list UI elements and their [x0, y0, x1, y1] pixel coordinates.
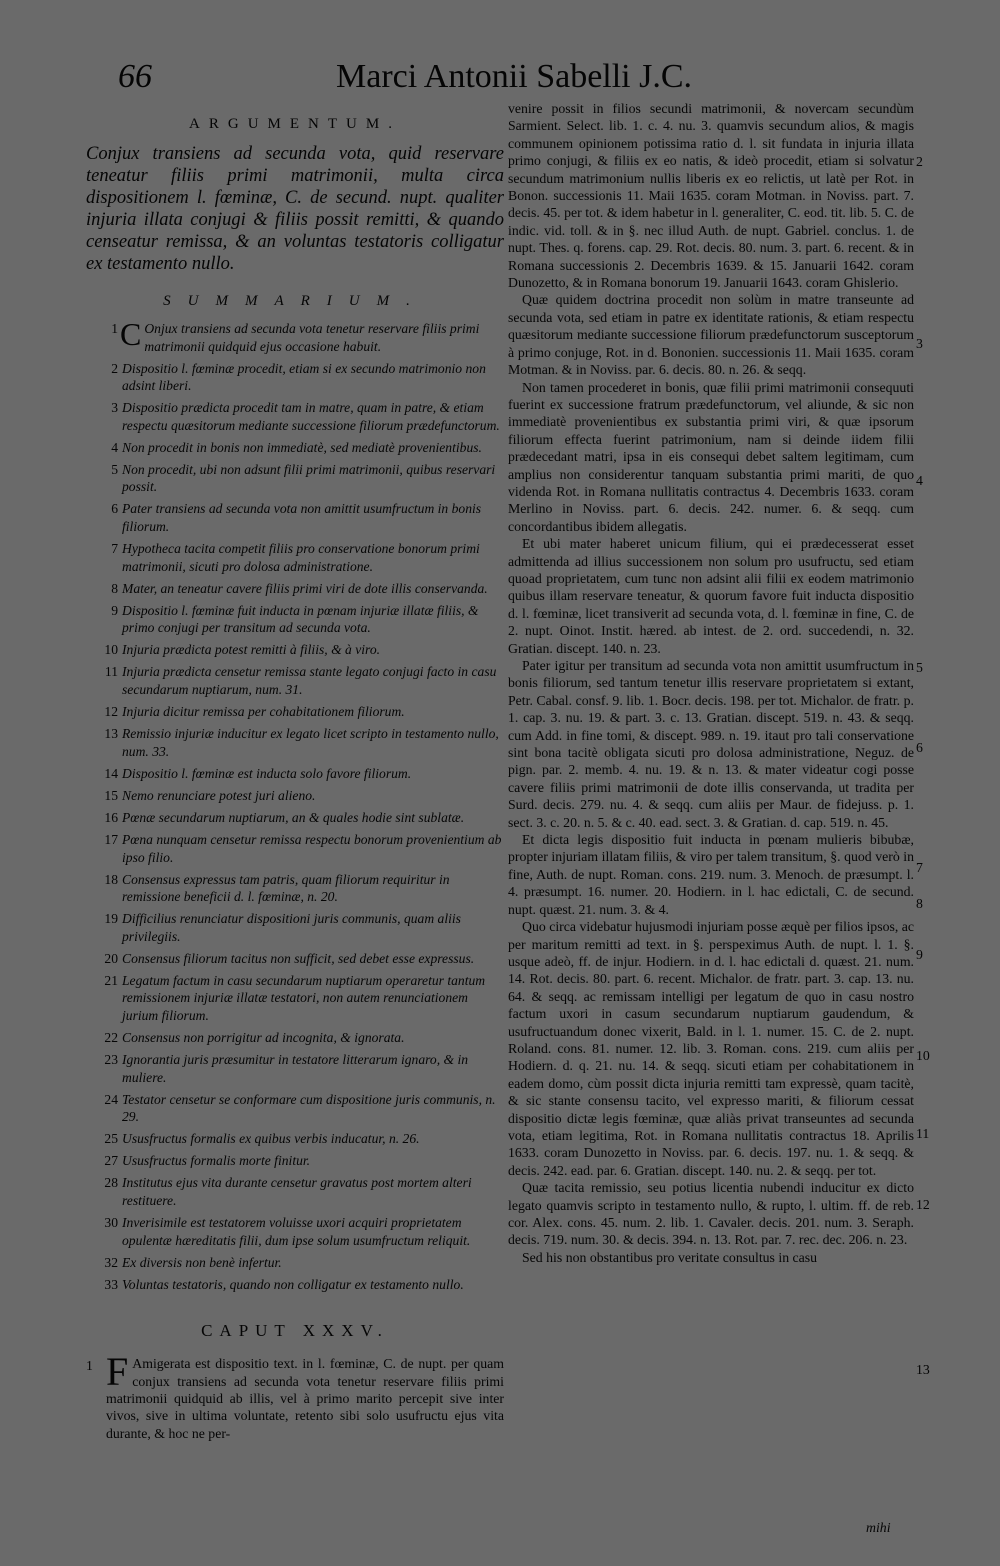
- summary-item-number: 22: [104, 1029, 118, 1045]
- summary-item: [86, 461, 504, 496]
- summary-item: [86, 316, 504, 355]
- catchword: mihi: [866, 1520, 891, 1535]
- summary-item: [86, 831, 504, 866]
- summary-item: [86, 439, 504, 457]
- summary-item: [86, 1029, 504, 1047]
- summary-item-text: Non procedit in bonis non immediatè, sed mediatè provenientibus.: [122, 439, 482, 455]
- summary-item-number: 17: [104, 832, 118, 847]
- summary-item-text: Injuria prædicta potest remitti à filiis, & à viro.: [122, 642, 381, 658]
- drop-cap-letter: C: [120, 316, 142, 352]
- summary-item-text: Ususfructus formalis ex quibus verbis inducatur, n. 26.: [122, 1131, 420, 1147]
- summary-item: [86, 500, 504, 535]
- summary-item-text: Mater, an teneatur cavere filiis primi viri de dote illis conservanda.: [122, 580, 488, 596]
- summary-item-text: Hypotheca tacita competit filiis pro conservatione bonorum primi matrimonii, sicuti pro dolosa administratione.: [122, 541, 480, 574]
- summary-item-text: Pœna nunquam censetur remissa respectu bonorum provenientium ab ipso filio.: [122, 832, 502, 865]
- chapter-text: Amigerata est dispositio text. in l. fœminæ, C. de nupt. per quam conjux transiens ad secunda vota tenetur reservare filiis primi matrimonii quidquid ab illis, vel à primo marito percepit sive inter vivos, sive in ultima voluntate, retento sibi solo usufructu ejus vita durante, & hoc ne per-: [106, 1356, 504, 1441]
- body-paragraph: Et dicta legis dispositio fuit inducta in pœnam mulieris bibubæ, propter injuriam illatam filiis, & viro per talem transitum, §. quod verò in fine, Auth. de nupt. Roman. cons. 219. num. 3. Menoch. de præsumpt. l. 4. præsumpt. 16. numer. 20. Hodiern. in l. hac edictali, C. de secund. nupt. quæst. 21. num. 3. & 4.: [508, 832, 914, 917]
- right-column: [508, 100, 914, 1266]
- summary-item: [86, 950, 504, 968]
- summary-item-number: 30: [104, 1215, 118, 1231]
- summary-item-number: 12: [104, 704, 118, 720]
- summary-item-number: 27: [104, 1153, 118, 1169]
- summary-item-number: 5: [111, 461, 118, 477]
- argumentum-heading: ARGUMENTUM.: [189, 116, 401, 132]
- summary-item: [86, 399, 504, 434]
- summary-item: [86, 1130, 504, 1148]
- summary-item-number: 16: [104, 809, 118, 825]
- running-head: [0, 58, 1000, 102]
- summary-item-text: Pater transiens ad secunda vota non amittit usumfructum in bonis filiorum.: [122, 501, 482, 534]
- summary-item-text: Non procedit, ubi non adsunt filii primi matrimonii, quibus reservari possit.: [122, 461, 496, 495]
- summary-item: [86, 1214, 504, 1249]
- body-paragraph: Et ubi mater haberet unicum filium, qui ei prædecesserat esset admittenda ad illius successionem non solum pro usufructu, sed etiam quoad proprietatem, cum tunc non adsint alii filii ex eodem matrimonio quibus illam reservare teneatur, & quorum favore fuit inducta dispositio d. l. fœminæ, licet transiverit ad secunda vota, d. l. fœminæ in fine, C. de 2. nupt. Oinot. Instit. hæred. ab intest. de 2. ord. succedendi, n. 32. Gratian. discept. 140. n. 23.: [508, 536, 914, 656]
- summary-item-text: Remissio injuriæ inducitur ex legato licet scripto in testamento nullo, num. 33.: [122, 726, 499, 759]
- margin-note-numbers: [912, 100, 942, 1500]
- summary-item-number: 20: [104, 950, 118, 966]
- summarium-heading: SUMMARIUM.: [163, 293, 427, 309]
- margin-note-number: 3: [916, 336, 923, 351]
- drop-cap-letter: F: [106, 1349, 129, 1395]
- summary-item-text: Dispositio l. fœminæ procedit, etiam si ex secundo matrimonio non adsint liberi.: [122, 360, 486, 394]
- summary-item: [86, 725, 504, 760]
- summary-item-text: Injuria prædicta censetur remissa stante legato conjugi facto in casu secundarum nuptiarum, num. 31.: [122, 664, 497, 697]
- summary-item: [86, 1276, 504, 1294]
- body-paragraph: venire possit in filios secundi matrimonii, & novercam secundùm Sarmient. Select. lib. 1. c. 4. nu. 3. quamvis secundum alios, & magis communem opinionem potissima ratio d. l. sit fundata in injuria illata primo conjugi, & filiis ex eo natis, & ideò procedit, etiam si solvatur secundum matrimonium nullis liberis ex eo relictis, ut latè per Rot. in Bonon. successionis 11. Maii 1635. coram Motman. in Noviss. part. 7. decis. 45. per tot. & idem habetur in l. generaliter, C. eod. tit. lib. 5. C. de indic. vid. toll. & in §. nec illud Auth. de nupt. Gabriel. conclus. 1. de nupt. Thes. q. forens. cap. 29. Rot. decis. 80. num. 3. part. 6. recent. & in Romana successionis 2. Decembris 1639. & 15. Januarii 1642. coram Dunozetto, & in Romana bonorum 19. Januarii 1643. coram Ghislerio.: [508, 101, 914, 291]
- body-paragraph: Pater igitur per transitum ad secunda vota non amittit usumfructum in bonis filiorum, sed tantum tenetur illis reservare proprietatem si extant, Petr. Cabal. consf. 9. lib. 1. Bocr. decis. 198. per tot. Michalor. de fratr. p. 1. cap. 3. nu. 19. & part. 3. c. 13. Gratian. discept. 519. n. 43. & seqq. cum Add. in fine tomi, & discept. 989. n. 19. itaut pro tali conservatione sint bona tacitè obligata sicuti pro dolosa administratione, Neguz. de pign. par. 2. memb. 4. nu. 19. & n. 13. & mater videatur cogi posse cavere filiis primi matrimonii de dote illis conservanda, ut tradita per Surd. decis. 279. nu. 4. & seqq. cum aliis per Maur. de fidejuss. p. 1. sect. 3. c. 20. n. 5. & c. 40. ead. sect. 3. & Gratian. d. cap. 519. n. 45.: [508, 658, 914, 830]
- summary-item-number: 32: [104, 1254, 118, 1270]
- summary-item-text: Ex diversis non benè infertur.: [122, 1254, 282, 1270]
- summary-item-number: 1: [111, 321, 118, 336]
- summary-item-text: Dispositio prædicta procedit tam in matre, quam in patre, & etiam respectu quæsitorum mediante successione filiorum prædefunctorum.: [122, 400, 500, 433]
- summary-item: [86, 580, 504, 598]
- summary-item-number: 18: [104, 871, 118, 887]
- margin-note-number: 7: [916, 860, 923, 875]
- summary-item-number: 4: [111, 439, 118, 455]
- body-paragraph: Quæ tacita remissio, seu potius licentia nubendi inducitur ex dicto legato quamvis scripto in testamento nullo, & rupto, l. ultim. ff. de reb. cor. Alex. cons. 45. num. 2. lib. 1. Cavaler. decis. 201. num. 3. Seraph. decis. 719. num. 30. & decis. 394. n. 13. Rot. par. 7. rec. dec. 206. n. 23.: [508, 1180, 914, 1248]
- summary-list: [86, 316, 504, 1293]
- body-paragraph: Quæ quidem doctrina procedit non solùm in matre transeunte ad secunda vota, sed etiam in patre ex identitate rationis, & etiam respectu quæsitorum mediante successione filiorum prædefunctorum susceptorum à primo conjuge, Rot. in d. Bononien. successionis 11. Maii 1635. coram Motman. & in Noviss. par. 6. decis. 80. n. 26. & seqq.: [508, 292, 914, 378]
- summary-item-text: Institutus ejus vita durante censetur gravatus post mortem alteri restituere.: [122, 1175, 472, 1208]
- summary-item: [86, 641, 504, 659]
- summary-item: [86, 1174, 504, 1209]
- summary-item: [86, 540, 504, 575]
- summary-item: [86, 1051, 504, 1086]
- summary-item-number: 11: [104, 664, 118, 680]
- margin-note-number: 6: [916, 740, 923, 755]
- summary-item-number: 19: [104, 911, 118, 927]
- margin-note-number: 9: [916, 947, 923, 962]
- summary-item-number: 21: [104, 972, 118, 988]
- summary-item-text: Consensus expressus tam patris, quam filiorum requiritur in remissione beneficii d. l. fœminæ, n. 20.: [122, 871, 450, 905]
- summary-item-text: Difficilius renunciatur dispositioni juris communis, quam aliis privilegiis.: [122, 911, 461, 944]
- summary-item-number: 25: [104, 1131, 118, 1147]
- summary-item-number: 7: [111, 541, 118, 557]
- summary-item-number: 3: [111, 400, 118, 416]
- summary-item-number: 10: [104, 642, 118, 658]
- summary-item: [86, 663, 504, 698]
- summary-item-number: 9: [111, 602, 118, 618]
- summary-item: [86, 1152, 504, 1170]
- margin-note-number: 10: [916, 1048, 930, 1063]
- summary-item-text: Consensus filiorum tacitus non sufficit, sed debet esse expressus.: [122, 950, 475, 966]
- summary-item-text: Pœnæ secundarum nuptiarum, an & quales hodie sint sublatæ.: [122, 809, 465, 825]
- summary-item: [86, 787, 504, 805]
- summary-item-number: 28: [104, 1175, 118, 1191]
- summary-item-text: Dispositio l. fœminæ fuit inducta in pœnam injuriæ illatæ filiis, & primo conjugi per transitum ad secunda vota.: [122, 602, 479, 636]
- summary-item: [86, 360, 504, 395]
- chapter-heading: CAPUT XXXV.: [201, 1321, 389, 1341]
- summary-item-text: Voluntas testatoris, quando non colligatur ex testamento nullo.: [122, 1276, 464, 1292]
- summary-item-number: 2: [111, 360, 118, 376]
- margin-note-number: 12: [916, 1197, 930, 1212]
- summary-item: [86, 765, 504, 783]
- paragraph-marker: 1: [86, 1358, 93, 1374]
- summary-item-number: 6: [111, 501, 118, 517]
- summary-item-text: Nemo renunciare potest juri alieno.: [122, 787, 316, 803]
- summary-item-number: 8: [111, 580, 118, 596]
- summary-item-text: Onjux transiens ad secunda vota tenetur reservare filiis primi matrimonii quidquid ejus occasione habuit.: [144, 321, 480, 354]
- summary-item-text: Dispositio l. fœminæ est inducta solo favore filiorum.: [122, 765, 412, 781]
- body-paragraph: Sed his non obstantibus pro veritate consultus in casu: [522, 1249, 818, 1265]
- summary-item: [86, 871, 504, 906]
- margin-note-number: 8: [916, 896, 923, 911]
- summary-item-number: 13: [104, 726, 118, 742]
- summary-item-number: 15: [104, 787, 118, 803]
- margin-note-number: 13: [916, 1362, 930, 1377]
- summary-item: [86, 972, 504, 1025]
- summary-item-text: Testator censetur se conformare cum dispositione juris communis, n. 29.: [122, 1091, 496, 1125]
- summary-item: [86, 1254, 504, 1272]
- summary-item-text: Legatum factum in casu secundarum nuptiarum operaretur tantum remissionem injuriæ illatæ testatori, non autem renunciationem jurium filiorum.: [122, 972, 486, 1023]
- left-column: [86, 110, 504, 1442]
- page-number: 66: [118, 58, 152, 95]
- summary-item: [86, 1091, 504, 1126]
- summary-item-number: 33: [104, 1276, 118, 1292]
- summary-item-text: Ignorantia juris præsumitur in testatore litterarum ignaro, & in muliere.: [122, 1052, 469, 1085]
- body-paragraph: Non tamen procederet in bonis, quæ filii primi matrimonii consequuti fuerint ex successione fratrum prædefunctorum, vel aliunde, & sic non immediatè provenientibus ex substantia primi viri, & quæ ipsorum filiorum effecta fuerint patrimonium, nam si deinde iidem filii prædecedant matri, ipsa in eis consequi debet saltem legitimam, cum amplius non considerentur tanquam substantia primi mariti, de quo videnda Rot. in Romana nullitatis contractus 4. Decembris 1633. coram Merlino in Noviss. part. 6. decis. 242. numer. 6. & seqq. cum concordantibus ibidem allegatis.: [508, 379, 914, 534]
- margin-note-number: 5: [916, 660, 923, 675]
- summary-item: [86, 703, 504, 721]
- summary-item-number: 24: [104, 1091, 118, 1107]
- summary-item-text: Ususfructus formalis morte finitur.: [122, 1153, 311, 1169]
- running-title: Marci Antonii Sabelli J.C.: [336, 58, 693, 95]
- summary-item: [86, 602, 504, 637]
- summary-item: [86, 910, 504, 945]
- margin-note-number: 4: [916, 473, 923, 488]
- summary-item-text: Inverisimile est testatorem voluisse uxori acquiri proprietatem opulentæ hæreditatis filii, dum ipse solum usumfructum reliquit.: [122, 1215, 471, 1248]
- body-paragraph: Quo circa videbatur hujusmodi injuriam posse æquè per filios ipsos, ac per maritum remitti ad text. in §. perspeximus Auth. de nupt. l. 1. §. usque adeò, ff. de injur. Hodiern. in d. l. hac edictali d. quæst. 21. num. 14. Rot. decis. 80. part. 6. recent. Michalor. de fratr. part. 3. cap. 13. nu. 64. & seqq. ac remissam intelligi per legatum de quo in casu nostro factum uxori in casum secundarum nuptiarum gaudendum, & usufructuandum donec vixerit, Bald. in l. 1. numer. 15. C. de 2. nupt. Roland. cons. 81. numer. 12. lib. 3. Roman. cons. 219. cum aliis per Hodiern. d. q. 21. nu. 14. & seqq. sicuti etiam per cohabitationem in eadem domo, cùm possit dicta injuria remitti tam expressè, quam tacitè, & sic stante consensu tacito, vel expresso mariti, & filiorum cessat dispositio dictæ legis fœminæ, quæ aliàs privat transeuntes ad secunda vota, etiam legitima, Rot. in Romana nullitatis contractus 18. Aprilis 1633. coram Dunozetto in Noviss. par. 6. decis. 197. nu. 1. & seqq. & decis. 242. ead. par. 6. Gratian. discept. 140. nu. 2. & seqq. per tot.: [508, 919, 914, 1178]
- summary-item-number: 23: [104, 1052, 118, 1068]
- margin-note-number: 11: [916, 1126, 930, 1141]
- summary-item: [86, 809, 504, 827]
- summary-item-number: 14: [104, 765, 118, 781]
- margin-note-number: 2: [916, 154, 923, 169]
- argumentum-text: Conjux transiens ad secunda vota, quid reservare teneatur filiis primi matrimonii, multa circa dispositionem l. fœminæ, C. de secund. nupt. qualiter injuria illata conjugi & filiis possit remitti, & quando censeatur remissa, & an voluntas testatoris colligatur ex testamento nullo.: [86, 144, 504, 274]
- chapter-opening-paragraph: [86, 1349, 504, 1442]
- summary-item-text: Injuria dicitur remissa per cohabitationem filiorum.: [122, 704, 405, 720]
- summary-item-text: Consensus non porrigitur ad incognita, & ignorata.: [122, 1029, 405, 1045]
